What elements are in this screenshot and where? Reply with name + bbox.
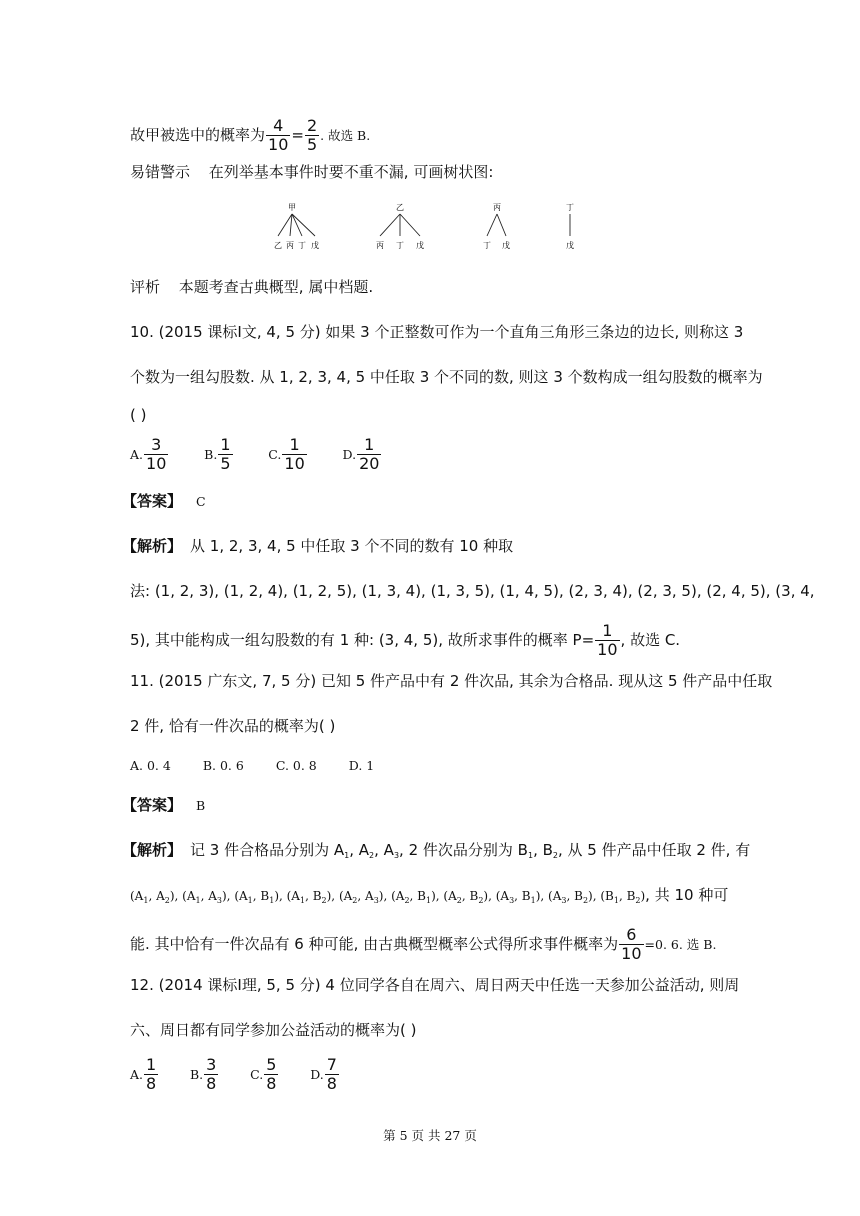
answer-label: 【答案】 bbox=[122, 492, 183, 510]
answer-label: 【答案】 bbox=[122, 796, 183, 814]
outcome-pair: ($A_3$, $B_2$), bbox=[548, 889, 601, 905]
q10-stem-line-2: 个数为一组勾股数. 从 1, 2, 3, 4, 5 中任取 3 个不同的数, 则这 3 个数构成一组勾股数的概率为 bbox=[130, 368, 763, 386]
analysis-label: 【解析】 bbox=[122, 537, 183, 555]
q11-option-b[interactable]: B. 0. 6 bbox=[202, 758, 244, 773]
tree-child-node: 丙 bbox=[376, 241, 384, 250]
q10-option-b[interactable]: B. $\frac{1}{5}$ bbox=[204, 435, 231, 473]
tree-child-node: 丁 bbox=[483, 241, 491, 250]
q11-stem-line-2: 2 件, 恰有一件次品的概率为( ) bbox=[130, 717, 336, 735]
tree-child-node: 丙 bbox=[286, 241, 294, 250]
warning-line bbox=[130, 161, 493, 183]
q12-option-c[interactable]: C. $\frac{5}{8}$ bbox=[250, 1055, 277, 1093]
q11-analysis-1: 【解析】 记 3 件合格品分别为 $A_1$, $A_2$, $A_3$, 2 件次品分别为 $B_1$, $B_2$, 从 5 件产品中任取 2 件, 有 bbox=[122, 841, 751, 860]
q10-paren: ( ) bbox=[130, 406, 147, 424]
answer-value: B bbox=[196, 798, 206, 813]
comment-label: 评析 bbox=[130, 278, 161, 296]
q11-answer bbox=[122, 794, 205, 817]
q10-option-d[interactable]: D. $\frac{1}{20}$ bbox=[342, 435, 380, 473]
outcome-pair: ($A_3$, $B_1$), bbox=[495, 889, 549, 905]
q10-answer bbox=[122, 490, 206, 513]
tree-root-node: 甲 bbox=[288, 203, 296, 212]
comment-line bbox=[130, 276, 373, 298]
q11-option-a[interactable]: A. 0. 4 bbox=[130, 758, 171, 773]
q11-options bbox=[130, 755, 404, 777]
q11-option-c[interactable]: C. 0. 8 bbox=[275, 758, 317, 773]
q12-stem-line-1: 12. (2014 课标Ⅰ理, 5, 5 分) 4 位同学各自在周六、周日两天中任选一天参加公益活动, 则周 bbox=[130, 976, 740, 994]
tree-child-node: 丁 bbox=[396, 241, 404, 250]
tree-child-node: 戊 bbox=[502, 241, 510, 250]
q12-option-d[interactable]: D. $\frac{7}{8}$ bbox=[310, 1055, 337, 1093]
conclusion-text: 故甲被选中的概率为 bbox=[130, 126, 266, 144]
outcome-pair: ($A_1$, $A_2$), bbox=[130, 889, 183, 905]
warning-label: 易错警示 bbox=[130, 163, 191, 181]
outcome-pair: ($A_1$, $B_1$), bbox=[234, 889, 287, 905]
tree-child-node: 戊 bbox=[416, 241, 424, 250]
tree-root-node: 丁 bbox=[566, 203, 574, 212]
q10-analysis-2: 法: (1, 2, 3), (1, 2, 4), (1, 2, 5), (1, 3, 4), (1, 3, 5), (1, 4, 5), (2, 3, 4), (2, 3, 5), (2, 4, 5), (3, 4, bbox=[130, 582, 815, 600]
q12-option-b[interactable]: B. $\frac{3}{8}$ bbox=[189, 1055, 217, 1093]
q12-stem-line-2: 六、周日都有同学参加公益活动的概率为( ) bbox=[130, 1021, 417, 1039]
q11-analysis-3: 能. 其中恰有一件次品有 6 种可能, 由古典概型概率公式得所求事件概率为 $\frac{6}{10}$ =0. 6. 选 B. bbox=[130, 925, 717, 963]
tree-root-node: 丙 bbox=[493, 203, 501, 212]
q10-option-c[interactable]: C. $\frac{1}{10}$ bbox=[268, 435, 305, 473]
tree-branch bbox=[292, 214, 302, 236]
q10-stem-line-1: 10. (2015 课标Ⅰ文, 4, 5 分) 如果 3 个正整数可作为一个直角三角形三条边的边长, 则称这 3 bbox=[130, 323, 744, 341]
tree-child-node: 丁 bbox=[298, 241, 306, 250]
outcome-pair: ($A_2$, $B_2$), bbox=[443, 889, 496, 905]
analysis-label: 【解析】 bbox=[122, 841, 183, 859]
tree-branch bbox=[292, 214, 315, 236]
tree-diagram bbox=[270, 198, 600, 254]
fraction: $\frac{2}{5}$ bbox=[306, 116, 318, 154]
outcome-pair: ($A_1$, $A_3$), bbox=[182, 889, 235, 905]
tree-branch bbox=[380, 214, 400, 236]
outcome-pair: ($A_2$, $A_3$), bbox=[338, 889, 392, 905]
tree-branch bbox=[487, 214, 497, 236]
q12-option-a[interactable]: A. $\frac{1}{8}$ bbox=[130, 1055, 157, 1093]
conclusion-line: 故甲被选中的概率为 $\frac{4}{10}$ = $\frac{2}{5}$ . 故选 B. bbox=[130, 116, 371, 154]
outcome-pair: ($A_1$, $B_2$), bbox=[286, 889, 339, 905]
warning-text: 在列举基本事件时要不重不漏, 可画树状图: bbox=[208, 163, 494, 181]
outcome-pair: ($A_2$, $B_1$), bbox=[391, 889, 444, 905]
q11-stem-line-1: 11. (2015 广东文, 7, 5 分) 已知 5 件产品中有 2 件次品, 其余为合格品. 现从这 5 件产品中任取 bbox=[130, 672, 773, 690]
tree-child-node: 戊 bbox=[566, 241, 574, 250]
comment-text: 本题考查古典概型, 属中档题. bbox=[178, 278, 374, 296]
answer-value: C bbox=[196, 494, 206, 509]
q10-option-a[interactable]: A. $\frac{3}{10}$ bbox=[130, 435, 167, 473]
q10-options bbox=[130, 436, 412, 473]
page-footer: 第 5 页 共 27 页 bbox=[383, 1128, 477, 1143]
q11-option-d[interactable]: D. 1 bbox=[348, 758, 375, 773]
outcome-pair: ($B_1$, $B_2$) bbox=[600, 889, 646, 905]
outcome-pairs bbox=[130, 889, 645, 903]
tree-branch bbox=[497, 214, 506, 236]
tree-root-node: 乙 bbox=[396, 203, 404, 212]
tree-branch bbox=[400, 214, 420, 236]
tree-child-node: 戊 bbox=[311, 241, 319, 250]
q10-analysis-3: 5), 其中能构成一组勾股数的有 1 种: (3, 4, 5), 故所求事件的概率 P= $\frac{1}{10}$ , 故选 C. bbox=[130, 621, 681, 659]
tree-child-node: 乙 bbox=[274, 241, 282, 250]
fraction: $\frac{4}{10}$ bbox=[268, 116, 289, 154]
q11-analysis-2: ($A_1$, $A_2$), ($A_1$, $A_3$), ($A_1$, $B_1$), ($A_1$, $B_2$), ($A_2$, $A_3$), ($A_2$, $B_1$), ($A_2$, $B_2$), ($A_3$, $B_1$), ($A_3$, $B_2$), ($B_1$, $B_2$), 共 10 种可 bbox=[130, 886, 729, 905]
q10-analysis-1: 【解析】 从 1, 2, 3, 4, 5 中任取 3 个不同的数有 10 种取 bbox=[122, 537, 514, 555]
q12-options bbox=[130, 1056, 370, 1093]
